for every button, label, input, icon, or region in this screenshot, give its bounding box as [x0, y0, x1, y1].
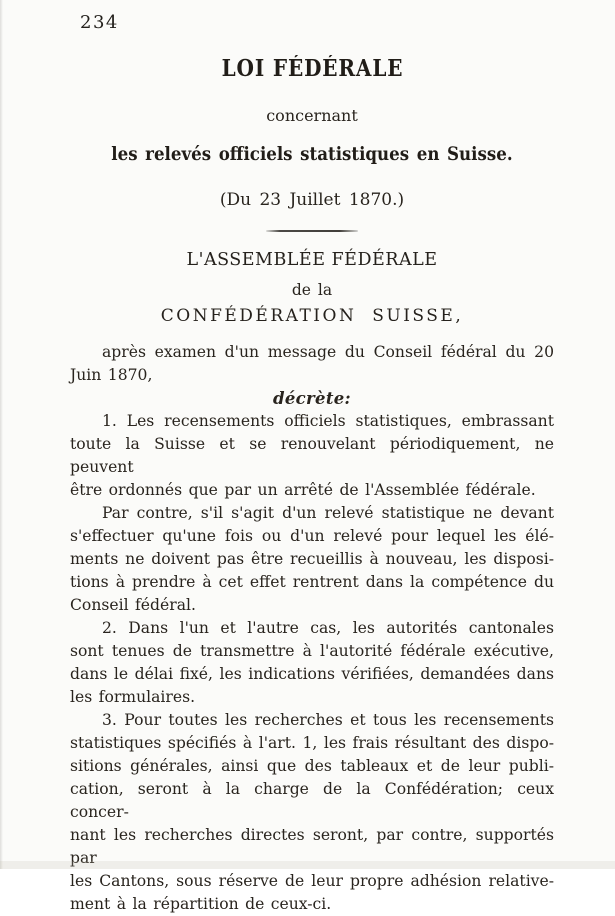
law-subject [70, 144, 554, 165]
text-line: après examen d'un message du Conseil fédéral du 20 [102, 343, 554, 361]
text-line: 3. Pour toutes les recherches et tous les recensements [102, 711, 554, 729]
text-line: s'effectuer qu'une fois ou d'un relevé pour lequel les élé- [70, 527, 554, 545]
text-line: dans le délai fixé, les indications vérifiées, demandées dans [70, 665, 554, 683]
text-column [70, 0, 554, 913]
text-line: nant les recherches directes seront, par contre, supportés par [70, 826, 554, 867]
text-line: les formulaires. [70, 688, 196, 706]
text-line: ments ne doivent pas être recueillis à nouveau, les disposi- [70, 550, 554, 568]
law-title [70, 55, 554, 82]
law-title-text: LOI FÉDÉRALE [221, 55, 403, 82]
separator-rule [266, 230, 358, 232]
article-2-paragraph [70, 617, 554, 709]
preamble-message-paragraph [70, 341, 554, 387]
article-1-continuation-paragraph [70, 502, 554, 617]
page-number: 234 [80, 12, 119, 33]
text-line: Conseil fédéral. [70, 596, 196, 614]
assembly-heading: L'ASSEMBLÉE FÉDÉRALE [186, 250, 438, 270]
text-line: cation, seront à la charge de la Confédération; ceux concer- [70, 780, 554, 821]
text-line: Juin 1870, [70, 366, 153, 384]
article-3-paragraph [70, 709, 554, 916]
text-line: sitions générales, ainsi que des tableaux et de leur publi- [70, 757, 554, 775]
article-1-paragraph [70, 410, 554, 502]
text-line: Par contre, s'il s'agit d'un relevé statistique ne devant [102, 504, 554, 522]
law-date: (Du 23 Juillet 1870.) [219, 190, 405, 210]
text-line: 1. Les recensements officiels statistiques, embrassant [102, 412, 554, 430]
text-line: toute la Suisse et se renouvelant périodiquement, ne peuvent [70, 435, 554, 476]
text-line: tions à prendre à cet effet rentrent dans la compétence du [70, 573, 554, 591]
text-line: 2. Dans l'un et l'autre cas, les autorités cantonales [102, 619, 554, 637]
title-connector: concernant [266, 106, 358, 125]
assembly-of-the: de la [291, 281, 333, 299]
text-line: ment à la répartition de ceux-ci. [70, 895, 332, 913]
text-line: les Cantons, sous réserve de leur propre adhésion relative- [70, 872, 554, 890]
decree-word: décrète: [273, 389, 351, 408]
confederation-heading: CONFÉDÉRATION SUISSE, [160, 306, 464, 326]
text-line: être ordonnés que par un arrêté de l'Assemblée fédérale. [70, 481, 536, 499]
law-body [70, 341, 554, 916]
text-line: sont tenues de transmettre à l'autorité fédérale exécutive, [70, 642, 554, 660]
law-subject-text: les relevés officiels statistiques en Suisse. [111, 144, 513, 165]
text-line: statistiques spécifiés à l'art. 1, les frais résultant des dispo- [70, 734, 554, 752]
